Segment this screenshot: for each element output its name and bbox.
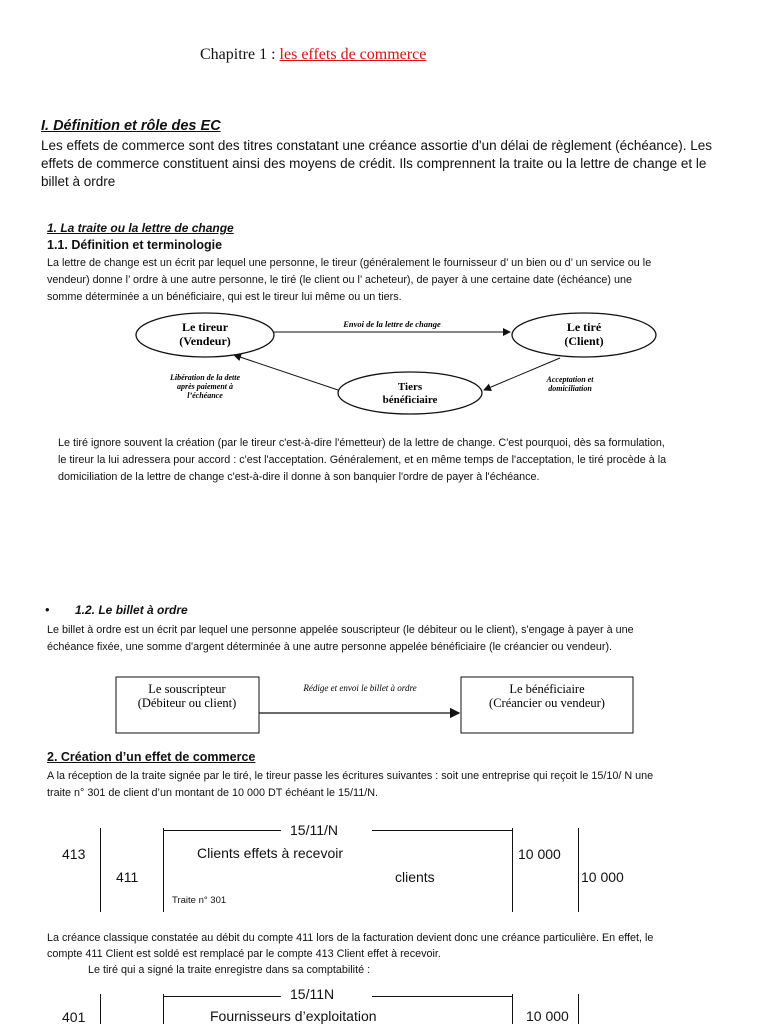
creation-line: traite n° 301 de client d’un montant de 10 000 DT échéant le 15/11/N. xyxy=(47,787,379,799)
column-divider xyxy=(100,828,101,912)
acceptation-label: domiciliation xyxy=(548,384,592,393)
liberation-arrow xyxy=(234,355,338,390)
entry-date: 15/11/N xyxy=(290,822,338,838)
traite-line: somme déterminée a un bénéficiaire, qui est le tireur lui même ou un tiers. xyxy=(47,291,402,303)
chapter-name: les effets de commerce xyxy=(279,46,427,63)
creance-line: compte 411 Client est soldé est remplacé par le compte 413 Client effet à recevoir. xyxy=(47,948,441,960)
billet-line: Le billet à ordre est un écrit par lequel une personne appelée souscripteur (le débiteur ou le client), s'engage à payer à une xyxy=(47,624,634,636)
debit-amount: 10 000 xyxy=(518,846,561,862)
billet-definition xyxy=(47,622,634,656)
envoi-label: Envoi de la lettre de change xyxy=(343,319,441,329)
credit-label: clients xyxy=(395,869,435,885)
tireur-role: (Vendeur) xyxy=(179,334,231,348)
acceptation-label: Acceptation et xyxy=(546,375,594,384)
traite-diagram xyxy=(130,308,670,418)
creation-intro xyxy=(47,768,653,802)
creation-line: A la réception de la traite signée par le tiré, le tireur passe les écritures suivantes : soit une entreprise qui reçoit le 15/10/ N une xyxy=(47,770,654,782)
traite-subheading: 1.1. Définition et terminologie xyxy=(47,238,223,252)
column-divider xyxy=(512,994,513,1024)
tiers-label: Tiers xyxy=(397,381,423,393)
souscripteur-role: (Débiteur ou client) xyxy=(137,696,237,710)
intro-line: billet à ordre xyxy=(41,174,116,189)
column-divider xyxy=(163,994,164,1024)
creance-line: La créance classique constatée au débit du compte 411 lors de la facturation devient donc une créance particulière. En effet, le xyxy=(47,932,654,944)
tire-role: (Client) xyxy=(564,334,604,348)
traite-heading: 1. La traite ou la lettre de change xyxy=(47,221,234,235)
traite-line: La lettre de change est un écrit par lequel une personne, le tireur (généralement le fournisseur d’ un bien ou d’ un service ou le xyxy=(47,257,652,269)
acceptation-line: domiciliation de la lettre de change c'est-à-dire il donne à son banquier l'ordre de payer à l'échéance. xyxy=(58,471,540,483)
acceptation-line: le tireur la lui adressera pour accord : c'est l'acceptation. Généralement, et en même temps de l'acceptation, le tiré procède à la xyxy=(58,454,667,466)
debit-account: 401 xyxy=(62,1009,86,1025)
liberation-label: l’échéance xyxy=(187,391,223,400)
traite-definition xyxy=(47,255,651,306)
traite-line: vendeur) donne l’ ordre à une autre personne, le tiré (le client ou l’ acheteur), de payer à une certaine date (échéance) une xyxy=(47,274,632,286)
souscripteur-label: Le souscripteur xyxy=(148,682,226,696)
column-divider xyxy=(163,828,164,912)
date-line xyxy=(372,830,512,831)
chapter-title xyxy=(200,46,426,64)
tiers-ellipse xyxy=(338,372,482,414)
beneficiaire-role: (Créancier ou vendeur) xyxy=(489,696,605,710)
bullet: • xyxy=(45,602,50,617)
debit-amount: 10 000 xyxy=(526,1008,569,1024)
tireur-label: Le tireur xyxy=(181,320,229,334)
date-line xyxy=(163,830,281,831)
billet-arrow-label: Rédige et envoi le billet à ordre xyxy=(303,683,417,693)
tire-text: Le tiré qui a signé la traite enregistre dans sa comptabilité : xyxy=(88,964,371,976)
date-line xyxy=(372,996,512,997)
entry-date: 15/11N xyxy=(290,986,335,1002)
column-divider xyxy=(578,828,579,912)
debit-label: Fournisseurs d’exploitation xyxy=(210,1008,377,1024)
liberation-label: Libération de la dette xyxy=(170,373,240,382)
debit-account: 413 xyxy=(62,846,86,862)
date-line xyxy=(163,996,281,997)
creation-heading: 2. Création d’un effet de commerce xyxy=(47,750,256,764)
credit-amount: 10 000 xyxy=(581,869,624,885)
creance-text xyxy=(47,930,653,962)
tire-label: Le tiré xyxy=(566,320,602,334)
chapter-prefix: Chapitre 1 : xyxy=(200,46,280,63)
billet-heading: 1.2. Le billet à ordre xyxy=(75,603,188,617)
billet-line: échéance fixée, une somme d'argent déterminée à une autre personne appelée bénéficiaire (le créancier ou vendeur). xyxy=(47,641,613,653)
acceptation-text xyxy=(58,435,666,486)
intro-line: effets de commerce constituent ainsi des moyens de crédit. Ils comprennent la traite ou la lettre de change et le xyxy=(41,156,707,171)
column-divider xyxy=(578,994,579,1024)
tiers-role: bénéficiaire xyxy=(382,394,438,406)
entry-note: Traite n° 301 xyxy=(172,895,227,906)
billet-diagram xyxy=(115,673,640,741)
acceptation-line: Le tiré ignore souvent la création (par le tireur c'est-à-dire l'émetteur) de la lettre de change. C'est pourquoi, dès sa formulation, xyxy=(58,437,665,449)
section-intro xyxy=(41,137,712,191)
column-divider xyxy=(100,994,101,1024)
intro-line: Les effets de commerce sont des titres constatant une créance assortie d'un délai de règlement (échéance). Les xyxy=(41,138,712,153)
beneficiaire-label: Le bénéficiaire xyxy=(509,682,585,696)
liberation-label: après paiement à xyxy=(177,382,233,391)
credit-account: 411 xyxy=(116,869,139,885)
section-heading: I. Définition et rôle des EC xyxy=(41,118,221,134)
column-divider xyxy=(512,828,513,912)
debit-label: Clients effets à recevoir xyxy=(197,845,344,861)
